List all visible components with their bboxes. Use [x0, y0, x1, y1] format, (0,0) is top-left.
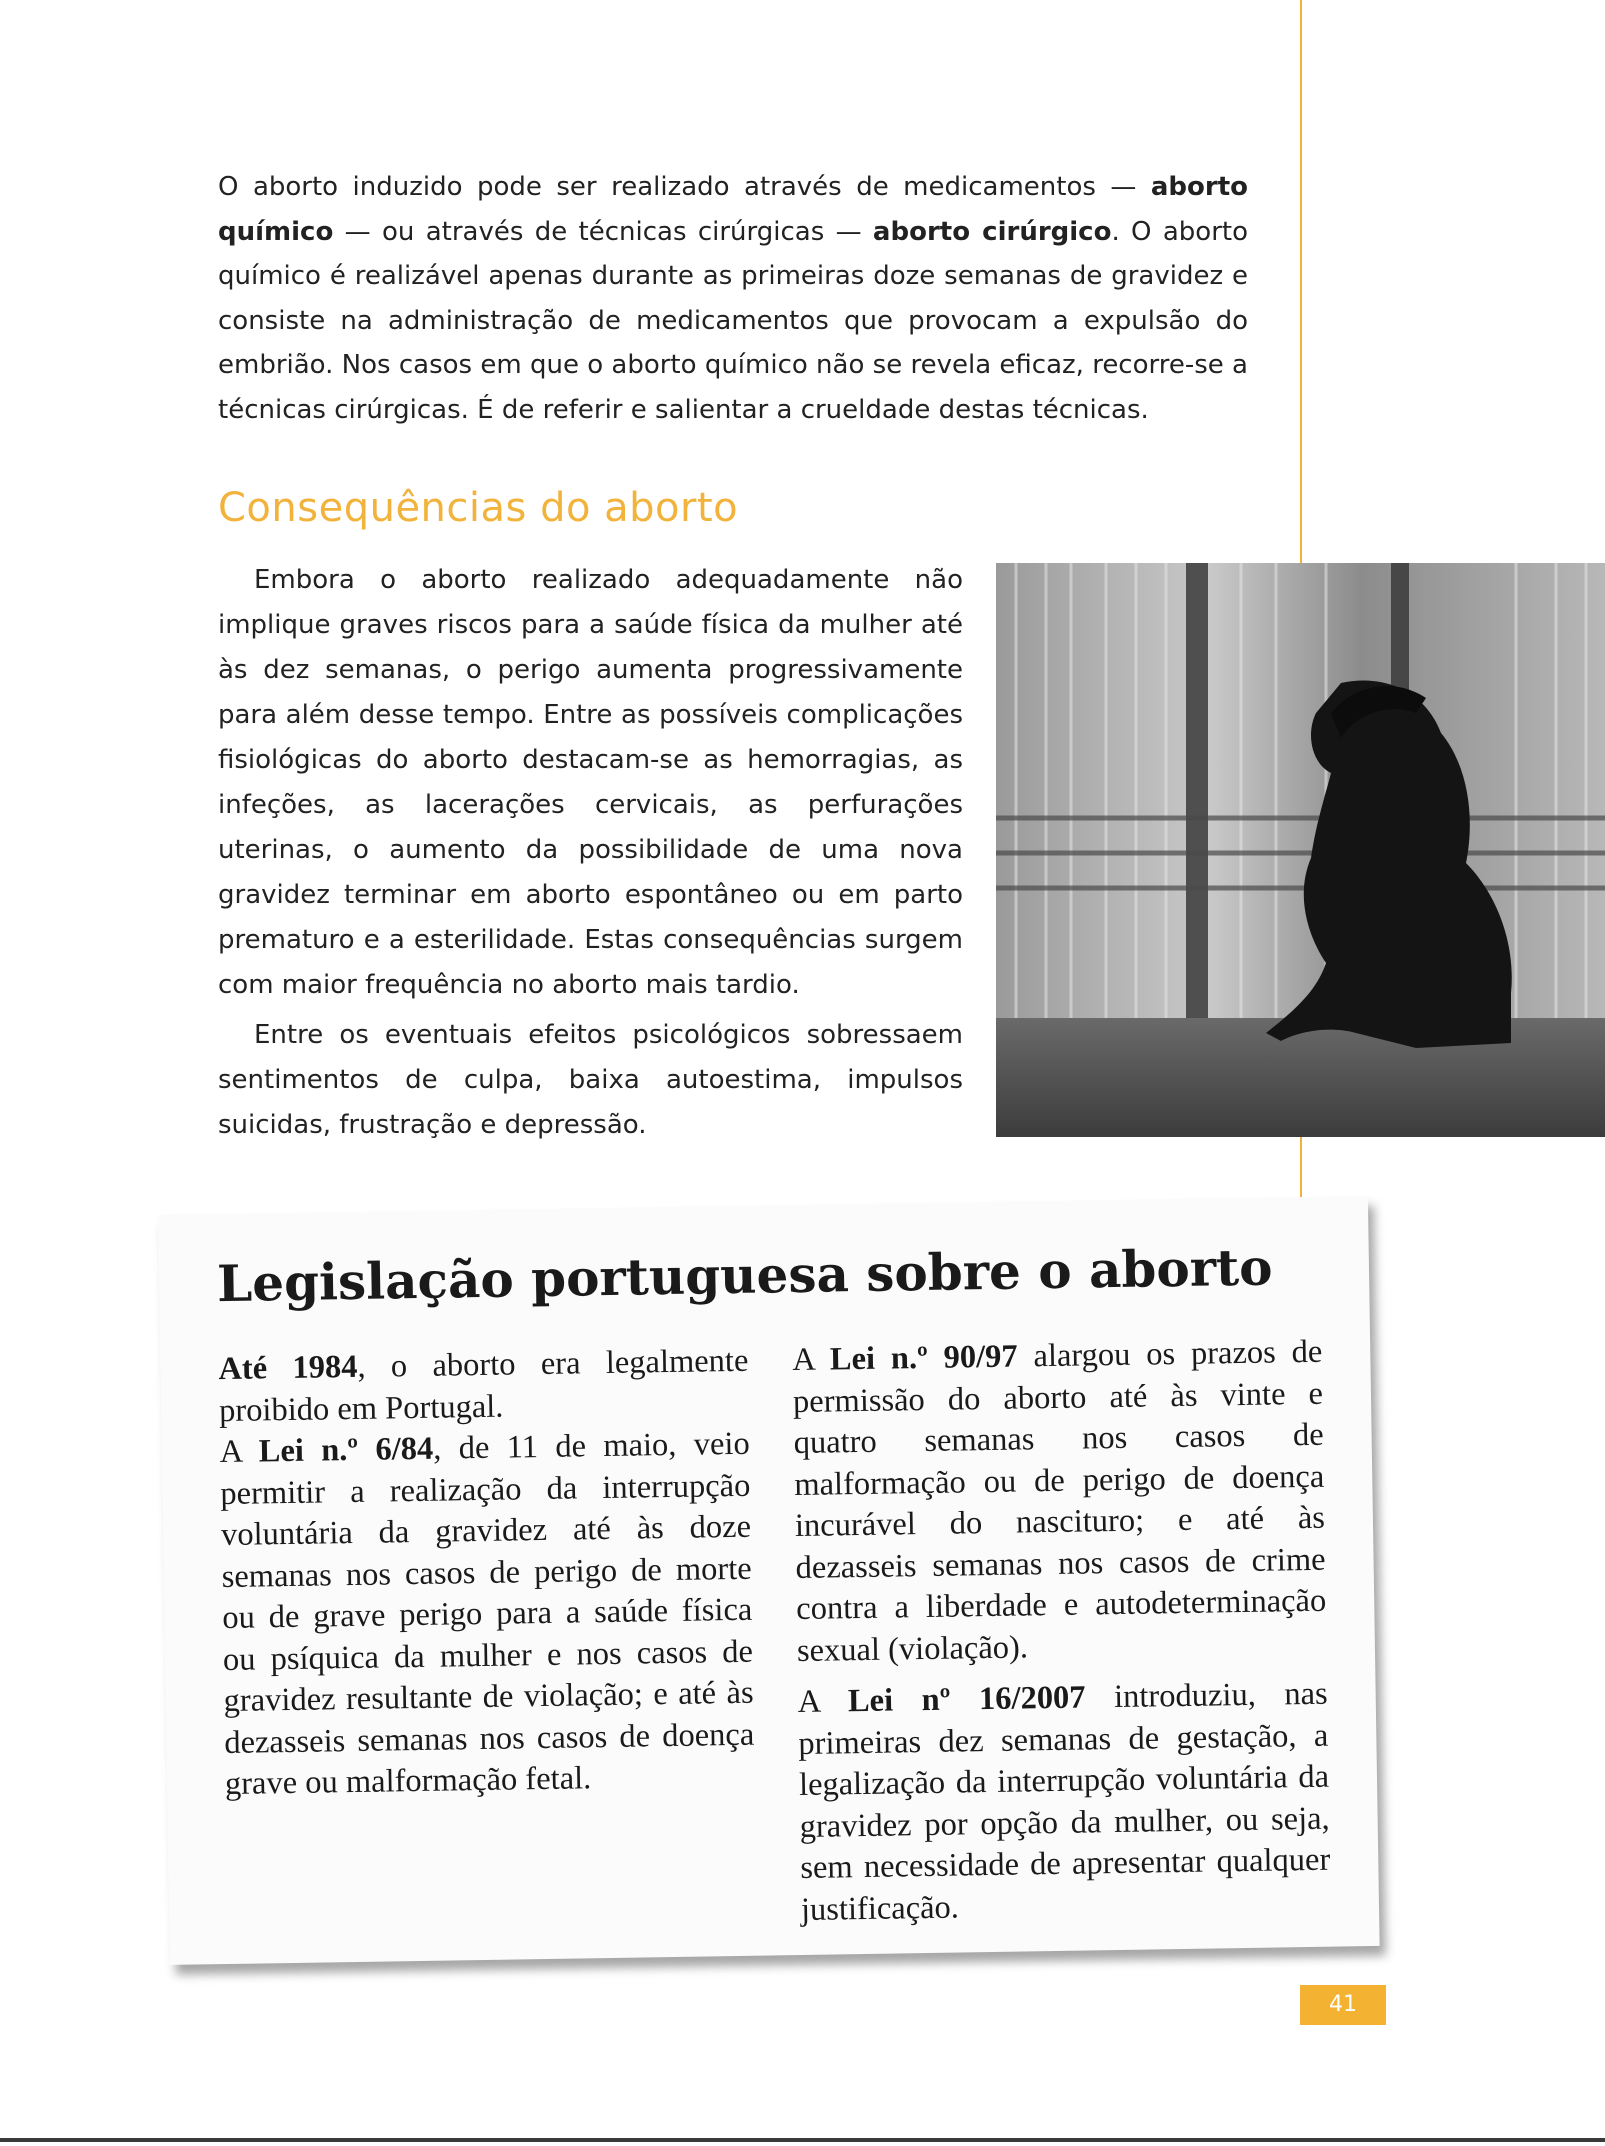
legislation-title: Legislação portuguesa sobre o aborto [216, 1237, 1273, 1314]
legislation-paragraph-lei-16-2007: A Lei nº 16/2007 introduziu, nas primeiras dez semanas de gestação, a legalização da interrupção voluntária da gravidez por opção da mulher, ou seja, sem necessidade de apresentar qualquer justificação. [797, 1675, 1331, 1928]
section-heading-consequences: Consequências do aborto [218, 485, 739, 531]
term-aborto-cirurgico: aborto cirúrgico [872, 216, 1112, 247]
legislation-right-column [792, 1332, 1331, 1931]
legislation-paragraph-lei-6-84: A Lei n.º 6/84, de 11 de maio, veio permitir a realização da interrupção voluntária da gravidez até às doze semanas nos casos de perigo de morte ou de grave perigo para a saúde física ou psíquica da mulher e nos casos de gravidez resultante de violação; e até às dezasseis semanas nos casos de doença grave ou malformação fetal. [219, 1425, 755, 1803]
legislation-left-column [218, 1341, 755, 1806]
intro-paragraph: O aborto induzido pode ser realizado através de medicamentos — aborto químico — ou através de técnicas cirúrgicas — aborto cirúrgico. O aborto químico é realizável apenas durante as primeiras doze semanas de gravidez e consiste na administração de medicamentos que provocam a expulsão do embrião. Nos casos em que o aborto químico não se revela eficaz, recorre-se a técnicas cirúrgicas. É de referir e salientar a crueldade destas técnicas. [218, 172, 1248, 425]
sad-woman-photo [996, 563, 1605, 1137]
page-number: 41 [1300, 1985, 1386, 2025]
legislation-paragraph-1984: Até 1984, o aborto era legalmente proibido em Portugal. [218, 1342, 749, 1429]
consequences-paragraph-physical: Embora o aborto realizado adequadamente não implique graves riscos para a saúde física da mulher até às dez semanas, o perigo aumenta progressivamente para além desse tempo. Entre as possíveis complicações fisiológicas do aborto destacam-se as hemorragias, as infeções, as lacerações cervicais, as perfurações uterinas, o aumento da possibilidade de uma nova gravidez terminar em aborto espontâneo ou em parto prematuro e a esterilidade. Estas consequências surgem com maior frequência no aborto mais tardio. [218, 565, 963, 1000]
legislation-box [158, 1196, 1380, 1965]
consequences-paragraph-psychological: Entre os eventuais efeitos psicológicos sobressaem sentimentos de culpa, baixa autoestima, impulsos suicidas, frustração e depressão. [218, 1020, 963, 1140]
page-bottom-border [0, 2138, 1605, 2142]
legislation-paragraph-lei-90-97: A Lei n.º 90/97 alargou os prazos de permissão do aborto até às vinte e quatro semanas nos casos de malformação ou de perigo de doença incurável do nascituro; e até às dezasseis semanas nos casos de crime contra a liberdade e autodeterminação sexual (violação). [792, 1333, 1327, 1669]
term-aborto-quimico: aborto químico [218, 172, 1248, 247]
